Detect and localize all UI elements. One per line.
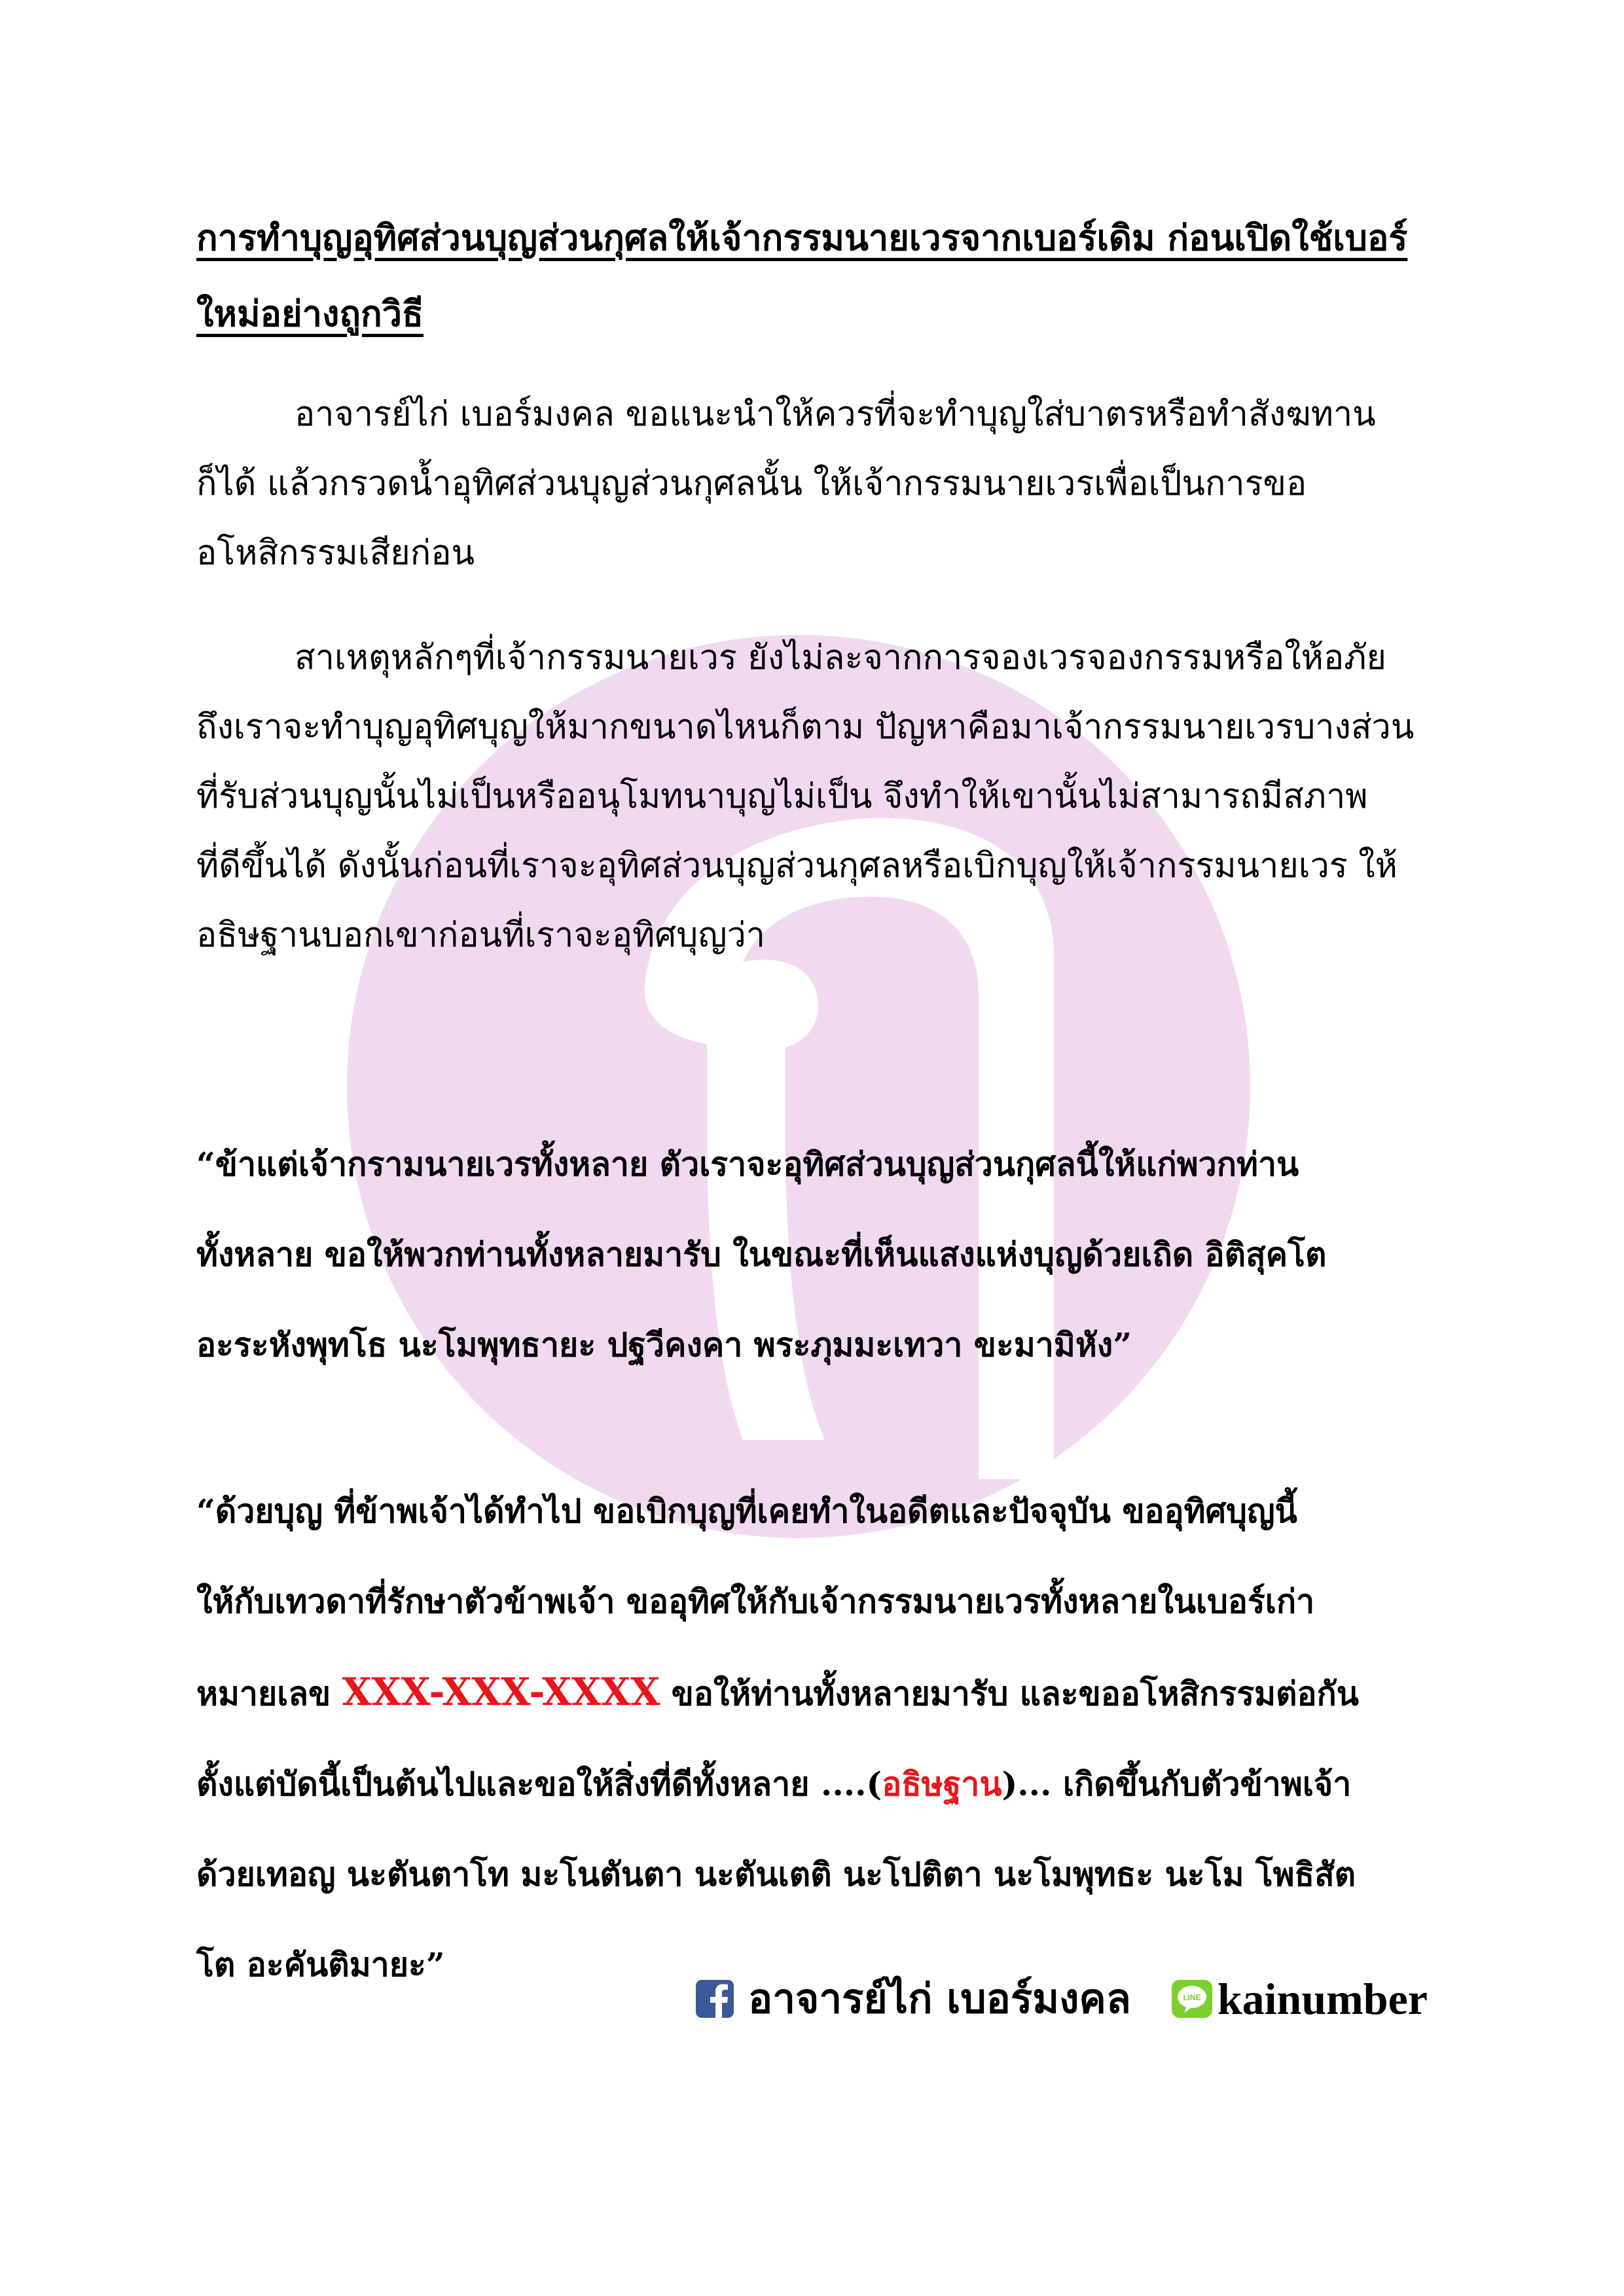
- paragraph-line: อธิษฐานบอกเขาก่อนที่เราจะอุทิศบุญว่า: [196, 916, 765, 955]
- prayer-line: “ด้วยบุญ ที่ข้าพเจ้าได้ทำไป ขอเบิกบุญที่เคยทำในอดีตและปัจจุบัน ขออุทิศบุญนี้: [196, 1492, 1297, 1530]
- prayer-line: ทั้งหลาย ขอให้พวกท่านทั้งหลายมารับ ในขณะที่เห็นแสงแห่งบุญด้วยเถิด อิติสุคโต: [196, 1235, 1327, 1274]
- prayer-line: อะระหังพุทโธ นะโมพุทธายะ ปฐวีคงคา พระภุมมะเทวา ขะมามิหัง”: [196, 1325, 1132, 1364]
- prayer-line: ด้วยเทอญ นะตันตาโท มะโนตันตา นะตันเตติ นะโปติตา นะโมพุทธะ นะโม โพธิสัต: [196, 1855, 1356, 1893]
- contact-footer: [696, 1967, 1428, 2031]
- svg-text:LINE: LINE: [1183, 1993, 1201, 2002]
- title-line-2: ใหม่อย่างถูกวิธี: [196, 293, 424, 334]
- prayer-line: โต อะคันติมายะ”: [196, 1945, 445, 1984]
- prayer-line: ตั้งแต่บัดนี้เป็นต้นไปและขอให้สิ่งที่ดีทั้งหลาย ....(อธิษฐาน)... เกิดขึ้นกับตัวข้าพเจ้า: [196, 1765, 1352, 1803]
- intro-paragraph-2: [196, 623, 1440, 970]
- paragraph-line: อาจารย์ไก่ เบอร์มงคล ขอแนะนำให้ควรที่จะทำบุญใส่บาตรหรือทำสังฆทาน: [295, 395, 1376, 434]
- old-phone-number: XXX-XXX-XXXX: [342, 1670, 660, 1714]
- prayer-line: “ข้าแต่เจ้ากรามนายเวรทั้งหลาย ตัวเราจะอุทิศส่วนบุญส่วนกุศลนี้ให้แก่พวกท่าน: [196, 1145, 1299, 1183]
- line-icon: [1172, 1980, 1212, 2018]
- title-line-1: การทำบุญอุทิศส่วนบุญส่วนกุศลให้เจ้ากรรมนายเวรจากเบอร์เดิม ก่อนเปิดใช้เบอร์: [196, 217, 1408, 259]
- prayer-line: ให้กับเทวดาที่รักษาตัวข้าพเจ้า ขออุทิศให้กับเจ้ากรรมนายเวรทั้งหลายในเบอร์เก่า: [196, 1582, 1315, 1621]
- prayer-line: หมายเลข XXX-XXX-XXXX ขอให้ท่านทั้งหลายมารับ และขออโหสิกรรมต่อกัน: [196, 1670, 1359, 1714]
- prayer-quote-2: [196, 1466, 1440, 2010]
- wish-placeholder: อธิษฐาน: [882, 1765, 1002, 1803]
- paragraph-line: ที่ดีขึ้นได้ ดังนั้นก่อนที่เราจะอุทิศส่วนบุญส่วนกุศลหรือเบิกบุญให้เจ้ากรรมนายเวร ให้: [196, 846, 1398, 886]
- paragraph-line: อโหสิกรรมเสียก่อน: [196, 533, 475, 573]
- prayer-quote-1: [196, 1119, 1440, 1390]
- page-title: [196, 200, 1440, 351]
- line-id: kainumber: [1217, 1973, 1428, 2024]
- paragraph-line: ก็ได้ แล้วกรวดน้ำอุทิศส่วนบุญส่วนกุศลนั้น ให้เจ้ากรรมนายเวรเพื่อเป็นการขอ: [196, 464, 1307, 503]
- paragraph-line: สาเหตุหลักๆที่เจ้ากรรมนายเวร ยังไม่ละจากการจองเวรจองกรรมหรือให้อภัย: [295, 638, 1386, 677]
- facebook-page-name: อาจารย์ไก่ เบอร์มงคล: [748, 1975, 1131, 2022]
- facebook-icon: [696, 1980, 734, 2018]
- paragraph-line: ถึงเราจะทำบุญอุทิศบุญให้มากขนาดไหนก็ตาม ปัญหาคือมาเจ้ากรรมนายเวรบางส่วน: [196, 708, 1415, 747]
- intro-paragraph-1: [196, 380, 1440, 588]
- paragraph-line: ที่รับส่วนบุญนั้นไม่เป็นหรืออนุโมทนาบุญไม่เป็น จึงทำให้เขานั้นไม่สามารถมีสภาพ: [196, 777, 1368, 816]
